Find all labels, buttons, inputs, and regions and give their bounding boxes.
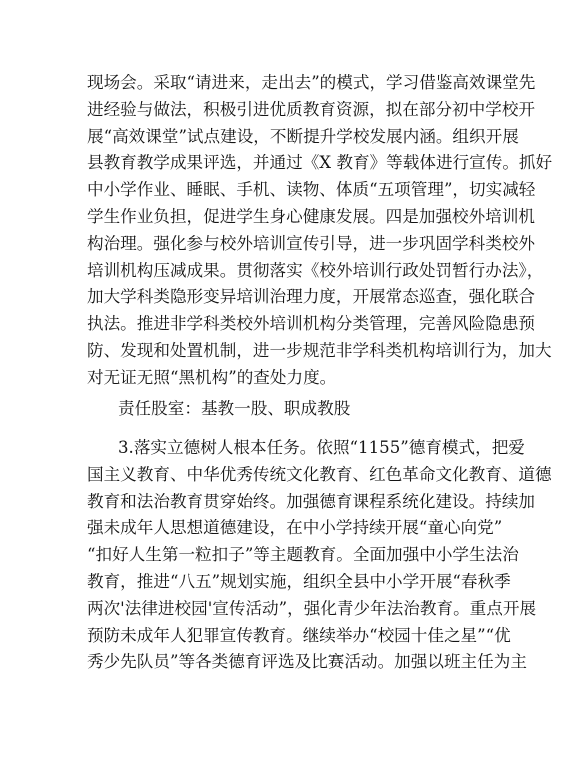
paragraph-line: 学生作业负担，促进学生身心健康发展。四是加强校外培训机 xyxy=(87,206,536,226)
paragraph-line: 对无证无照“黑机构”的查处力度。 xyxy=(87,367,337,387)
paragraph-line: 培训机构压减成果。贯彻落实《校外培训行政处罚暂行办法》， xyxy=(87,260,544,280)
paragraph-moral-education-task xyxy=(87,435,552,676)
paragraph-line: 县教育教学成果评选，并通过《X 教育》等载体进行宣传。抓好 xyxy=(87,153,553,173)
paragraph-line: 进经验与做法，积极引进优质教育资源，拟在部分初中学校开 xyxy=(87,99,536,119)
paragraph-line: 教育，推进“八五”规划实施，组织全县中小学开展“春秋季 xyxy=(87,571,511,591)
paragraph-line: 构治理。强化参与校外培训宣传引导，进一步巩固学科类校外 xyxy=(87,233,536,253)
responsible-office-text: 责任股室：基教一股、职成教股 xyxy=(118,399,351,418)
paragraph-line: 现场会。采取“请进来，走出去”的模式，学习借鉴高效课堂先 xyxy=(87,73,536,92)
paragraph-management-and-training-governance xyxy=(87,70,553,392)
paragraph-line: 加大学科类隐形变异培训治理力度，开展常态巡查，强化联合 xyxy=(87,287,536,307)
responsible-office-line xyxy=(118,396,500,423)
paragraph-line: 两次'法律进校园'宣传活动”，强化青少年法治教育。重点开展 xyxy=(87,598,537,618)
paragraph-line: 国主义教育、中华优秀传统文化教育、红色革命文化教育、道德 xyxy=(87,464,552,484)
paragraph-line: 秀少先队员”等各类德育评选及比赛活动。加强以班主任为主 xyxy=(87,652,527,672)
paragraph-line: 教育和法治教育贯穿始终。加强德育课程系统化建设。持续加 xyxy=(87,491,536,511)
paragraph-line: “扣好人生第一粒扣子”等主题教育。全面加强中小学生法治 xyxy=(87,545,519,565)
paragraph-line: 预防未成年人犯罪宣传教育。继续举办“校园十佳之星”“优 xyxy=(87,625,511,645)
paragraph-line: 执法。推进非学科类校外培训机构分类管理，完善风险隐患预 xyxy=(87,314,536,334)
paragraph-line: 展“高效课堂”试点建设，不断提升学校发展内涵。组织开展 xyxy=(87,126,519,146)
paragraph-line: 3.落实立德树人根本任务。依照“1155”德育模式，把爱 xyxy=(118,438,525,457)
paragraph-line: 强未成年人思想道德建设，在中小学持续开展“童心向党” xyxy=(87,518,503,538)
paragraph-line: 防、发现和处置机制，进一步规范非学科类机构培训行为，加大 xyxy=(87,340,552,360)
paragraph-line: 中小学作业、睡眠、手机、读物、体质“五项管理”，切实减轻 xyxy=(87,180,536,200)
